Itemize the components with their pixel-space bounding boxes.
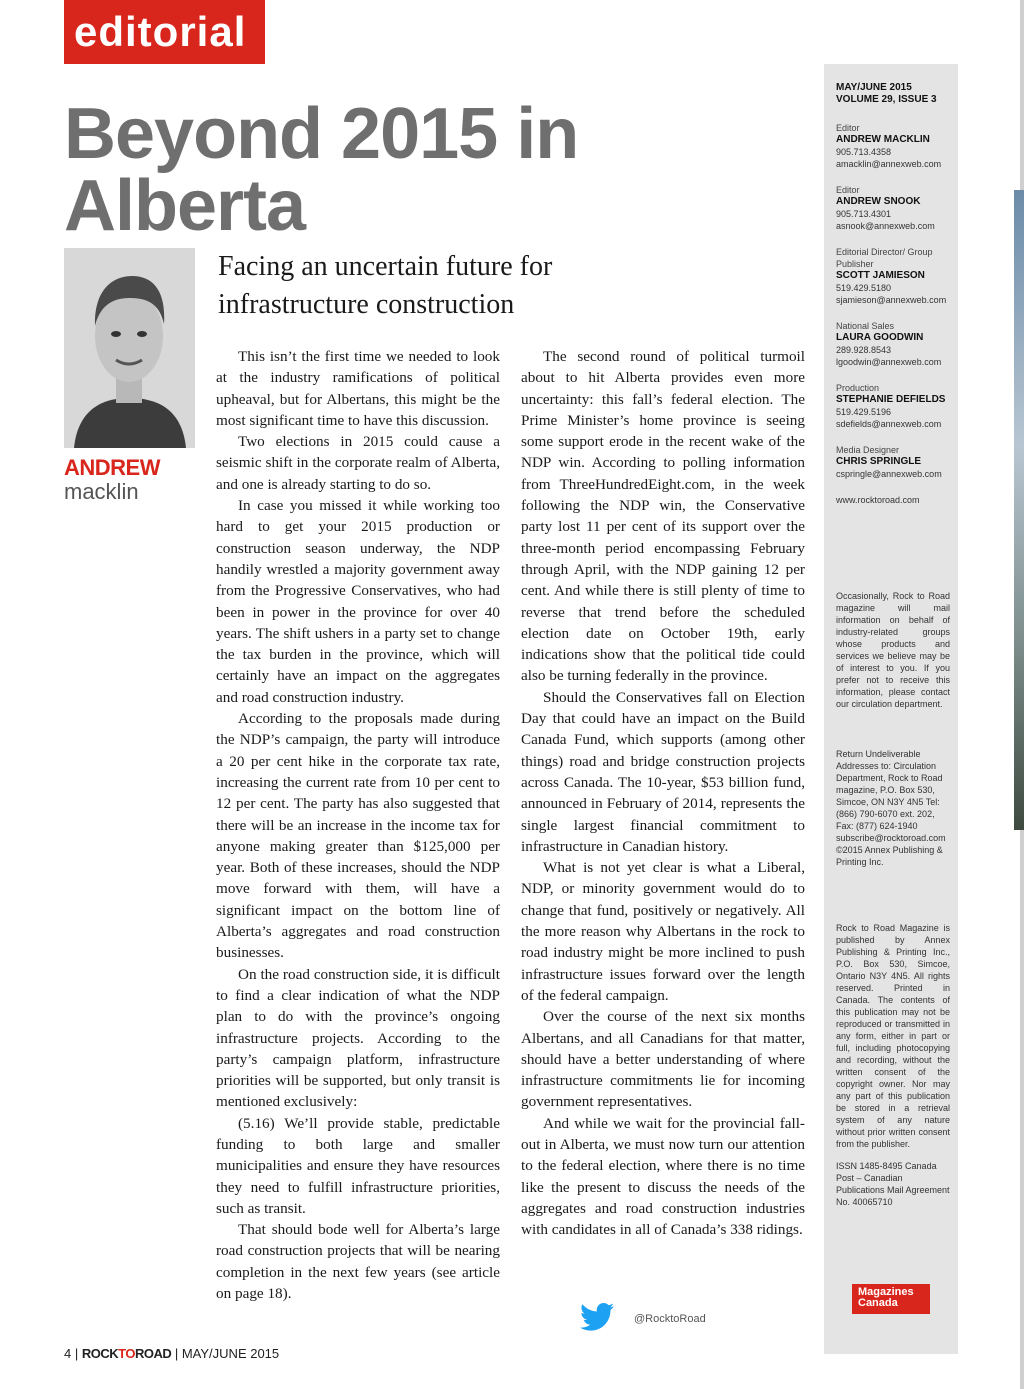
paragraph: This isn’t the first time we needed to look at the industry ramifications of political upheaval, but for Albertans, this might be the most significant time to have this discussion. xyxy=(216,348,500,429)
author-last-name: macklin xyxy=(64,479,139,504)
email-link[interactable]: sjamieson@annexweb.com xyxy=(836,295,947,305)
page-number: 4 xyxy=(64,1346,72,1361)
masthead-issue xyxy=(836,82,950,106)
email-link[interactable]: asnook@annexweb.com xyxy=(836,221,935,231)
staff-entry: Editor ANDREW SNOOK 905.713.4301 asnook@annexweb.com xyxy=(836,184,950,232)
author-photo xyxy=(64,248,195,448)
masthead-staff-list xyxy=(836,122,950,520)
paragraph: What is not yet clear is what a Liberal, NDP, or minority government would do to change that fund, positively or negatively. All the more reason why Albertans in the rock to road industry might be more inclined to push infrastructure issues forward over the length of the federal campaign. xyxy=(521,859,805,1004)
email-link[interactable]: cspringle@annexweb.com xyxy=(836,469,942,479)
staff-entry: Production STEPHANIE DEFIELDS 519.429.5196 sdefields@annexweb.com xyxy=(836,382,950,430)
copyright-notice: Rock to Road Magazine is published by Annex Publishing & Printing Inc., P.O. Box 530, Simcoe, Ontario N3Y 4N5. All rights reserved. Printed in Canada. The contents of this publication may not be reproduced or transmitted in any form, either in part or full, including photocopying and recording, without the written consent of the copyright owner. Nor may any part of this publication be stored in a retrieval system of any nature without prior written consent from the publisher. xyxy=(836,923,950,1149)
twitter-bird-icon[interactable] xyxy=(580,1302,614,1332)
issn-info: ISSN 1485-8495 Canada Post – Canadian Publications Mail Agreement No. 40065710 xyxy=(836,1161,950,1207)
staff-entry: Editor ANDREW MACKLIN 905.713.4358 amacklin@annexweb.com xyxy=(836,122,950,170)
paragraph: (5.16) We’ll provide stable, predictable funding to both large and smaller municipalities and ensure they have resources they need to fulfill infrastructure priorities, such as transit. xyxy=(216,1114,500,1217)
article-column-2 xyxy=(521,346,805,1240)
section-banner xyxy=(64,0,265,64)
author-portrait-icon xyxy=(64,248,195,448)
issue-volume: VOLUME 29, ISSUE 3 xyxy=(836,94,937,105)
article-headline: Beyond 2015 in Alberta xyxy=(64,94,579,246)
staff-entry: Media Designer CHRIS SPRINGLE cspringle@annexweb.com xyxy=(836,444,950,480)
article-column-1 xyxy=(216,346,500,1304)
return-address: Return Undeliverable Addresses to: Circulation Department, Rock to Road magazine, P.O. Box 530, Simcoe, ON N3Y 4N5 Tel: (866) 790-6070 ext. 202, Fax: (877) 624-1940 subscribe@rocktoroad.com ©2015 Annex Publishing & Printing Inc. xyxy=(836,749,946,867)
mail-notice: Occasionally, Rock to Road magazine will mail information on behalf of industry-related groups whose products and services we believe may be of interest to you. If you prefer not to receive this information, please contact our circulation department. xyxy=(836,591,950,709)
paragraph: Should the Conservatives fall on Election Day that could have an impact on the Build Canada Fund, which supports (among other things) road and bridge construction projects across Canada. The 10-year, $53 billion fund, announced in February of 2014, represents the single largest financial commitment to infrastructure in Canadian history. xyxy=(521,688,805,855)
paragraph: In case you missed it while working too hard to get your 2015 production or construction season underway, the NDP handily wrestled a majority government away from the Progressive Conservatives, who had been in power in the province for over 40 years. The shift ushers in a party set to change the tax burden in the province, which will certainly have an impact on the aggregates and road construction industry. xyxy=(216,497,500,706)
paragraph: That should bode well for Alberta’s large road construction projects that will be nearing completion in the next few years (see article on page 18). xyxy=(216,1221,500,1303)
paragraph: On the road construction side, it is difficult to find a clear indication of what the NDP plan to do with the province’s ongoing infrastructure projects. According to the party’s campaign platform, infrastructure priorities will be supported, but only transit is mentioned exclusively: xyxy=(216,965,500,1111)
staff-entry: Editorial Director/ Group Publisher SCOTT JAMIESON 519.429.5180 sjamieson@annexweb.com xyxy=(836,246,950,306)
paragraph: Two elections in 2015 could cause a seismic shift in the corporate realm of Alberta, and one is already starting to do so. xyxy=(216,433,500,493)
magazine-logo: ROCKTOROAD xyxy=(81,1346,172,1361)
adjacent-page-photo-edge xyxy=(1014,190,1024,830)
twitter-handle-link[interactable]: @RocktoRoad xyxy=(634,1313,706,1325)
paragraph: The second round of political turmoil about to hit Alberta provides even more uncertainty: this fall’s federal election. The Prime Minister’s home province is seeing some support erode in the recent wake of the NDP win. According to polling information from ThreeHundredEight.com, in the week following the NDP win, the Conservative party lost 11 per cent of its support over the three-month period encompassing February through April, with the NDP gaining 12 per cent. And while there is still plenty of time to reverse that trend before the scheduled election date on October 19th, early indications show that the political tide could also be turning federally in the province. xyxy=(521,348,805,685)
article-subhead: Facing an uncertain future for infrastructure construction xyxy=(218,251,553,320)
paragraph: Over the course of the next six months Albertans, and all Canadians for that matter, should have a better understanding of where infrastructure commitments lie for incoming government representatives. xyxy=(521,1008,805,1111)
footer-issue-date: MAY/JUNE 2015 xyxy=(181,1346,280,1361)
author-first-name: ANDREW xyxy=(64,455,160,480)
email-link[interactable]: sdefields@annexweb.com xyxy=(836,419,942,429)
magazines-canada-logo: Magazines Canada xyxy=(852,1284,930,1314)
author-byline xyxy=(64,455,160,505)
paragraph: According to the proposals made during the NDP’s campaign, the party will introduce a 20 per cent hike in the corporate tax rate, increasing the current rate from 10 per cent to 12 per cent. The party has also suggested that there will be an increase in the income tax for anyone making greater than $125,000 per year. Both of these increases, should the NDP move forward with them, will have a significant impact on the bottom line of Alberta’s aggregates and road construction businesses. xyxy=(216,710,500,962)
staff-entry: National Sales LAURA GOODWIN 289.928.8543 lgoodwin@annexweb.com xyxy=(836,320,950,368)
page-footer: 4 | ROCKTOROAD | MAY/JUNE 2015 xyxy=(64,1346,280,1361)
email-link[interactable]: amacklin@annexweb.com xyxy=(836,159,942,169)
website-link[interactable]: www.rocktoroad.com xyxy=(836,495,920,505)
email-link[interactable]: lgoodwin@annexweb.com xyxy=(836,357,942,367)
section-label: editorial xyxy=(74,8,247,55)
paragraph: And while we wait for the provincial fall-out in Alberta, we must now turn our attention to the federal election, where there is no time like the present to discuss the needs of the aggregates and road construction industries with candidates in all of Canada’s 338 ridings. xyxy=(521,1114,805,1239)
issue-date: MAY/JUNE 2015 xyxy=(836,82,912,93)
